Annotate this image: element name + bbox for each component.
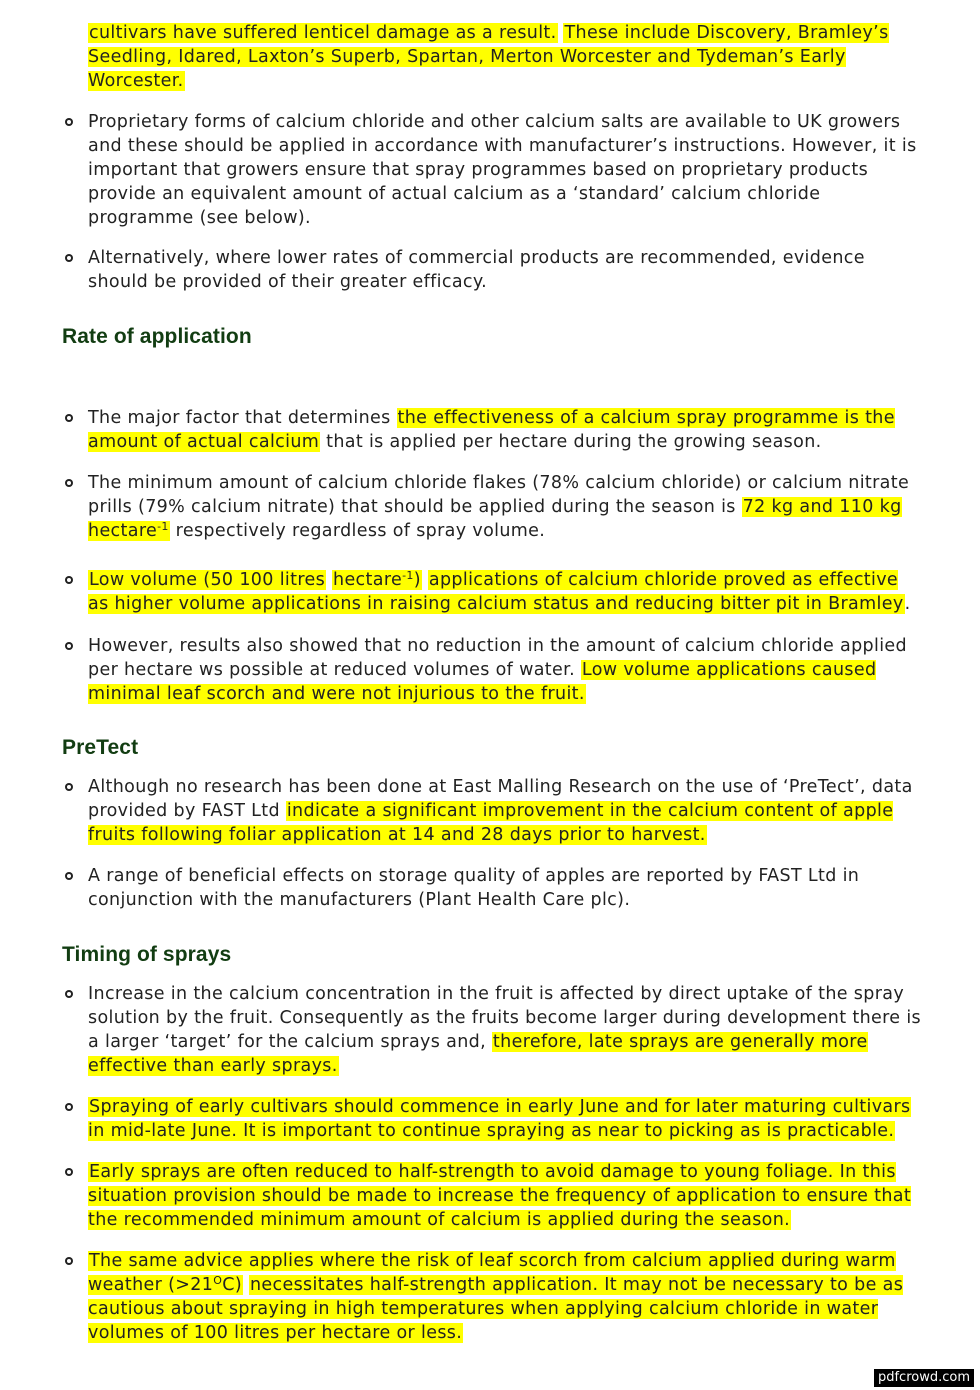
text-run: The minimum amount of calcium chloride flakes (78% calcium chloride) or calcium nitrate prills (79% calcium nitrate) that should be applied during the season is (88, 473, 910, 517)
list-item-text (88, 406, 922, 454)
section-heading-rate: Rate of application (62, 325, 252, 348)
text-run: ) (413, 570, 421, 590)
list-item-text (88, 1095, 922, 1143)
text-run: Although no research has been done at East Malling Research on the use of ‘PreTect’, data provided by FAST Ltd (88, 777, 913, 821)
text-run: . (904, 594, 911, 614)
superscript: -1 (157, 520, 169, 533)
text-run: The same advice applies where the risk of leaf scorch from calcium applied during warm weather (>21 (88, 1251, 896, 1295)
highlight: cultivars have suffered lenticel damage as a result. (89, 23, 557, 43)
superscript: O (213, 1274, 223, 1287)
list-item-text (88, 568, 922, 616)
highlight (332, 570, 422, 590)
text-run: that is applied per hectare during the growing season. (320, 432, 822, 452)
bullet-icon (65, 414, 73, 422)
superscript: -1 (402, 569, 414, 582)
list-item-text (88, 775, 922, 847)
text-run: The major factor that determines (88, 408, 397, 428)
list-item-text (88, 634, 922, 706)
bullet-icon (65, 576, 73, 584)
highlight: applications of calcium chloride proved as effective as higher volume applications in raising calcium status and reducing bitter pit in Bramley (88, 570, 904, 614)
list-item-text (88, 982, 922, 1078)
bullet-icon (65, 783, 73, 791)
list-item-text: A range of beneficial effects on storage quality of apples are reported by FAST Ltd in conjunction with the manufacturers (Plant Health Care plc). (88, 866, 860, 910)
highlight: necessitates half-strength application. It may not be necessary to be as cautious about spraying in high temperatures when applying calcium chloride in water volumes of 100 litres per hectare or less. (88, 1275, 904, 1343)
text-run: C) (222, 1275, 243, 1295)
bullet-icon (65, 1257, 73, 1265)
continuation-paragraph (88, 21, 918, 93)
highlight: Early sprays are often reduced to half-strength to avoid damage to young foliage. In this situation provision should be made to increase the frequency of application to ensure that the recommended minimum amount of calcium is applied during the season. (88, 1162, 912, 1230)
text-run: hectare (333, 570, 403, 590)
text-run: respectively regardless of spray volume. (169, 521, 546, 541)
bullet-icon (65, 990, 73, 998)
section-heading-pretect: PreTect (62, 736, 139, 759)
highlight: indicate a significant improvement in the calcium content of apple fruits following foliar application at 14 and 28 days prior to harvest. (88, 801, 894, 845)
text-run: However, results also showed that no reduction in the amount of calcium chloride applied per hectare ws possible at reduced volumes of water. (88, 636, 907, 680)
list-item-text: Alternatively, where lower rates of commercial products are recommended, evidence should be provided of their greater efficacy. (88, 248, 865, 292)
text-run: Increase in the calcium concentration in the fruit is affected by direct uptake of the spray solution by the fruit. Consequently as the fruits become larger during development there is a larger ‘target’ for the calcium sprays and, (88, 984, 922, 1052)
highlight: These include Discovery, Bramley’s Seedling, Idared, Laxton’s Superb, Spartan, Merton Worcester and Tydeman’s Early Worcester. (88, 23, 889, 91)
highlight: Low volume (50 100 litres (89, 570, 326, 590)
bullet-icon (65, 254, 73, 262)
section-heading-timing: Timing of sprays (62, 943, 232, 966)
text-run: 72 kg and 110 kg hectare (88, 497, 902, 541)
list-item-text (88, 1160, 922, 1232)
highlight: Spraying of early cultivars should commence in early June and for later maturing cultivars in mid-late June. It is important to continue spraying as near to picking as is practicable. (88, 1097, 911, 1141)
highlight: Low volume applications caused minimal leaf scorch and were not injurious to the fruit. (88, 660, 877, 704)
bullet-icon (65, 118, 73, 126)
list-item-text: Proprietary forms of calcium chloride and other calcium salts are available to UK growers and these should be applied in accordance with manufacturer’s instructions. However, it is important that growers ensure that spray programmes based on proprietary products provide an equivalent amount of actual calcium as a ‘standard’ calcium chloride programme (see below). (88, 112, 917, 228)
highlight: therefore, late sprays are generally more effective than early sprays. (88, 1032, 868, 1076)
pdfcrowd-link[interactable]: pdfcrowd.com (874, 1369, 974, 1387)
bullet-icon (65, 1103, 73, 1111)
bullet-icon (65, 642, 73, 650)
highlight: the effectiveness of a calcium spray programme is the amount of actual calcium (88, 408, 895, 452)
bullet-icon (65, 1168, 73, 1176)
bullet-icon (65, 479, 73, 487)
list-item-text (88, 471, 922, 543)
list-item-text (88, 1249, 922, 1345)
bullet-icon (65, 872, 73, 880)
